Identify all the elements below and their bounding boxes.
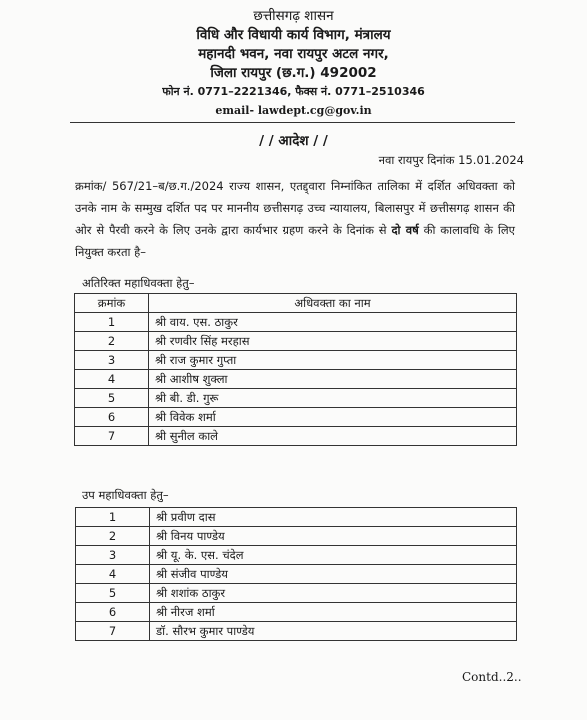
order-body-text-1: क्रमांक/ 567/21–ब/छ.ग./2024 राज्य शासन, एतद्द्वारा निम्नांकित तालिका में दर्शित अधिवक्ता को उनके नाम के सम्मुख दर्शित पद पर माननीय छत्तीसगढ़ उच्च न्यायालय, बिलासपुर में छत्तीसगढ़ शासन की ओर से पैरवी करने के लिए उनके द्वारा कार्यभार ग्रहण करने के दिनांक से <box>75 179 515 237</box>
row-serial: 5 <box>75 389 149 408</box>
additional-advocate-rows <box>75 313 517 446</box>
row-advocate-name: श्री सुनील काले <box>149 427 517 446</box>
govt-name: छत्तीसगढ़ शासन <box>253 8 334 24</box>
table-header-row <box>75 294 517 313</box>
row-serial: 3 <box>76 546 150 565</box>
continued-marker: Contd..2.. <box>462 670 522 684</box>
row-advocate-name: श्री यू. के. एस. चंदेल <box>150 546 517 565</box>
order-body-text-2: की कालावधि के लिए नियुक्त करता है– <box>75 223 515 259</box>
col-header-name: अधिवक्ता का नाम <box>149 294 517 313</box>
table-row <box>76 603 517 622</box>
row-advocate-name: श्री आशीष शुक्ला <box>149 370 517 389</box>
order-body <box>75 175 515 263</box>
email: email- lawdept.cg@gov.in <box>215 104 372 117</box>
row-serial: 3 <box>75 351 149 370</box>
row-serial: 1 <box>76 508 150 527</box>
row-advocate-name: श्री विनय पाण्डेय <box>150 527 517 546</box>
row-serial: 6 <box>75 408 149 427</box>
table-row <box>75 370 517 389</box>
table-row <box>76 584 517 603</box>
row-serial: 2 <box>76 527 150 546</box>
section-heading-deputy: उप महाधिवक्ता हेतु– <box>82 488 169 502</box>
address-line-2: जिला रायपुर (छ.ग.) 492002 <box>210 65 377 81</box>
table-row <box>75 313 517 332</box>
col-header-serial: क्रमांक <box>75 294 149 313</box>
table-row <box>76 527 517 546</box>
address-line-1: महानदी भवन, नवा रायपुर अटल नगर, <box>198 46 389 62</box>
row-serial: 4 <box>76 565 150 584</box>
row-serial: 6 <box>76 603 150 622</box>
row-serial: 7 <box>75 427 149 446</box>
order-body-duration: दो वर्ष <box>391 223 419 237</box>
table-row <box>75 351 517 370</box>
table-row <box>75 332 517 351</box>
row-serial: 2 <box>75 332 149 351</box>
deputy-advocate-table <box>75 507 517 641</box>
row-advocate-name: डॉ. सौरभ कुमार पाण्डेय <box>150 622 517 641</box>
table-row <box>75 408 517 427</box>
table-row <box>76 508 517 527</box>
row-advocate-name: श्री बी. डी. गुरू <box>149 389 517 408</box>
department-name: विधि और विधायी कार्य विभाग, मंत्रालय <box>196 27 391 43</box>
table-row <box>76 546 517 565</box>
table-row <box>76 622 517 641</box>
table-row <box>76 565 517 584</box>
deputy-advocate-rows <box>76 508 517 641</box>
row-advocate-name: श्री संजीव पाण्डेय <box>150 565 517 584</box>
order-title: / / आदेश / / <box>259 133 328 149</box>
row-serial: 1 <box>75 313 149 332</box>
section-heading-additional: अतिरिक्त महाधिवक्ता हेतु– <box>82 276 195 290</box>
header-divider <box>70 122 515 123</box>
row-advocate-name: श्री राज कुमार गुप्ता <box>149 351 517 370</box>
row-advocate-name: श्री विवेक शर्मा <box>149 408 517 427</box>
row-advocate-name: श्री नीरज शर्मा <box>150 603 517 622</box>
row-serial: 7 <box>76 622 150 641</box>
row-advocate-name: श्री प्रवीण दास <box>150 508 517 527</box>
row-advocate-name: श्री रणवीर सिंह मरहास <box>149 332 517 351</box>
phone-fax: फोन नं. 0771–2221346, फैक्स नं. 0771–2510346 <box>162 85 425 98</box>
row-serial: 5 <box>76 584 150 603</box>
row-serial: 4 <box>75 370 149 389</box>
table-row <box>75 427 517 446</box>
table-row <box>75 389 517 408</box>
row-advocate-name: श्री वाय. एस. ठाकुर <box>149 313 517 332</box>
date-line: नवा रायपुर दिनांक 15.01.2024 <box>378 153 524 167</box>
additional-advocate-table <box>74 293 517 446</box>
row-advocate-name: श्री शशांक ठाकुर <box>150 584 517 603</box>
